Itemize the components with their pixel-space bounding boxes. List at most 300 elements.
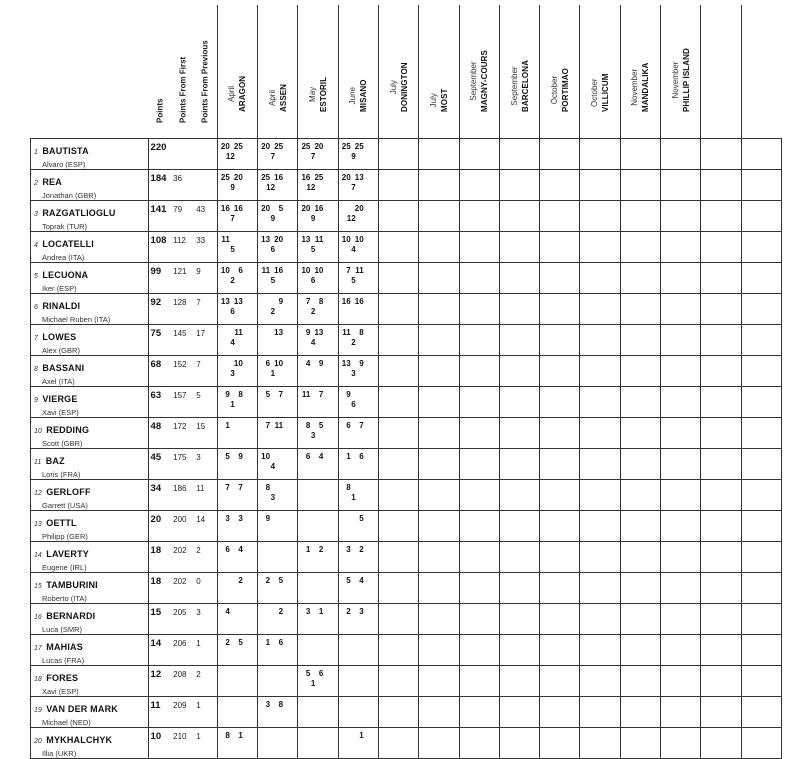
round-result-cell — [217, 232, 257, 263]
superpole-points: 12 — [346, 214, 356, 223]
rider-position: 7 — [34, 335, 38, 342]
race2-points: 2 — [318, 545, 324, 554]
race2-points: 13 — [233, 297, 243, 306]
table-row — [31, 604, 782, 635]
rider-points-cell — [148, 418, 171, 449]
rider-points-from-previous-cell — [194, 728, 217, 759]
superpole-points: 2 — [230, 276, 235, 285]
rider-surname: BAUTISTA — [42, 146, 89, 156]
rider-position: 10 — [34, 428, 42, 435]
rider-points: 45 — [150, 452, 162, 463]
round-result-cell — [741, 697, 781, 728]
round-result-cell — [378, 325, 418, 356]
round-result-cell — [540, 542, 580, 573]
rider-points-from-previous: 7 — [196, 298, 201, 307]
round-header-donington — [378, 5, 418, 139]
round-result-cell — [459, 697, 499, 728]
rider-points-from-first: 208 — [173, 670, 187, 679]
round-result-cell — [741, 635, 781, 666]
rider-position: 16 — [34, 614, 42, 621]
round-result-cell — [741, 294, 781, 325]
round-result-cell — [298, 449, 338, 480]
round-result-cell — [661, 356, 701, 387]
round-result-cell — [540, 511, 580, 542]
round-result-cell — [459, 573, 499, 604]
round-result-cell — [217, 387, 257, 418]
round-result-cell — [580, 728, 620, 759]
rider-position: 8 — [34, 366, 38, 373]
rider-points-from-first: 145 — [173, 329, 187, 338]
round-result-cell — [540, 139, 580, 170]
round-result-cell — [661, 604, 701, 635]
race1-points: 9 — [346, 390, 351, 399]
round-result-cell — [620, 263, 660, 294]
round-result-cell — [298, 232, 338, 263]
race1-points: 20 — [261, 142, 271, 151]
rider-surname: FORES — [46, 673, 79, 683]
rider-points-from-first: 128 — [173, 298, 187, 307]
rider-cell — [31, 573, 149, 604]
race2-points: 25 — [274, 142, 284, 151]
rider-points-cell — [148, 449, 171, 480]
race2-points: 13 — [314, 328, 324, 337]
rider-points-cell — [148, 604, 171, 635]
round-result-cell — [661, 728, 701, 759]
round-result-cell — [338, 635, 378, 666]
round-result-cell — [378, 666, 418, 697]
rider-points: 15 — [150, 607, 162, 618]
rider-position: 2 — [34, 180, 38, 187]
rider-position: 15 — [34, 583, 42, 590]
round-result-cell — [741, 263, 781, 294]
round-header-mandalika — [620, 5, 660, 139]
round-month: September — [509, 66, 519, 106]
round-result-cell — [258, 263, 298, 294]
rider-position: 13 — [34, 521, 42, 528]
race2-points: 6 — [278, 638, 284, 647]
race1-points: 10 — [220, 266, 230, 275]
round-result-cell — [217, 480, 257, 511]
round-result-cell — [620, 170, 660, 201]
rider-points-from-previous: 11 — [196, 484, 205, 493]
race1-points: 3 — [265, 700, 271, 709]
race2-points: 6 — [359, 452, 364, 461]
rider-surname: MYKHALCHYK — [46, 735, 113, 745]
rider-points-from-previous: 7 — [196, 360, 201, 369]
table-row — [31, 139, 782, 170]
superpole-points: 3 — [230, 369, 235, 378]
round-name: MAGNY-COURS — [480, 50, 490, 112]
round-result-cell — [661, 325, 701, 356]
race1-points: 1 — [346, 452, 351, 461]
superpole-points: 5 — [351, 276, 356, 285]
rider-points: 68 — [150, 359, 162, 370]
round-month: April — [227, 85, 237, 102]
rider-surname: LOWES — [42, 332, 77, 342]
rider-country: (ESP) — [58, 687, 79, 696]
race2-points: 10 — [274, 359, 284, 368]
race2-points: 10 — [314, 266, 324, 275]
round-result-cell — [378, 449, 418, 480]
race1-points: 7 — [265, 421, 271, 430]
round-result-cell — [258, 511, 298, 542]
superpole-points: 2 — [351, 338, 356, 347]
round-result-cell — [661, 387, 701, 418]
rider-position: 1 — [34, 149, 38, 156]
superpole-points: 7 — [351, 183, 356, 192]
round-result-cell — [217, 418, 257, 449]
superpole-points: 3 — [351, 369, 356, 378]
race2-points: 9 — [278, 297, 284, 306]
race1-points: 7 — [225, 483, 230, 492]
rider-country: (GBR) — [74, 191, 97, 200]
rider-cell — [31, 666, 149, 697]
round-result-cell — [540, 387, 580, 418]
rider-points: 108 — [150, 235, 167, 246]
round-result-cell — [620, 666, 660, 697]
round-result-cell — [217, 604, 257, 635]
rider-position: 17 — [34, 645, 42, 652]
rider-country: (GBR) — [58, 346, 80, 355]
round-header-phillip-island — [661, 5, 701, 139]
round-result-cell — [741, 356, 781, 387]
round-result-cell — [419, 170, 459, 201]
race2-points: 2 — [278, 607, 284, 616]
rider-first-name: Andrea — [42, 253, 67, 262]
race2-points: 4 — [238, 545, 243, 554]
round-result-cell — [499, 697, 539, 728]
round-result-cell — [499, 201, 539, 232]
rider-points-from-first: 202 — [173, 577, 187, 586]
round-result-cell — [217, 294, 257, 325]
round-result-cell — [459, 604, 499, 635]
rider-surname: TAMBURINI — [46, 580, 98, 590]
round-result-cell — [459, 449, 499, 480]
round-result-cell — [741, 232, 781, 263]
rider-points-cell — [148, 728, 171, 759]
round-result-cell — [217, 728, 257, 759]
rider-points-from-previous: 3 — [196, 608, 201, 617]
round-result-cell — [580, 666, 620, 697]
round-result-cell — [217, 449, 257, 480]
rider-points: 63 — [150, 390, 162, 401]
rider-points-from-previous: 33 — [196, 236, 206, 245]
round-result-cell — [741, 325, 781, 356]
rider-first-name: Garrett — [42, 501, 66, 510]
rider-points-from-first: 36 — [173, 174, 183, 183]
round-name: PORTIMAO — [560, 68, 570, 112]
rider-position: 18 — [34, 676, 42, 683]
round-result-cell — [419, 418, 459, 449]
round-result-cell — [620, 232, 660, 263]
round-result-cell — [580, 356, 620, 387]
superpole-points: 4 — [310, 338, 316, 347]
round-result-cell — [459, 728, 499, 759]
round-result-cell — [499, 449, 539, 480]
round-result-cell — [499, 666, 539, 697]
round-result-cell — [459, 170, 499, 201]
race1-points: 6 — [265, 359, 271, 368]
round-result-cell — [258, 139, 298, 170]
round-result-cell — [499, 604, 539, 635]
rider-points-cell — [148, 697, 171, 728]
round-result-cell — [701, 325, 741, 356]
rider-country: (ESP) — [65, 160, 86, 169]
round-result-cell — [499, 356, 539, 387]
round-result-cell — [338, 170, 378, 201]
race1-points: 8 — [305, 421, 311, 430]
round-result-cell — [298, 697, 338, 728]
rider-points-from-first-cell — [171, 201, 194, 232]
round-result-cell — [540, 232, 580, 263]
round-name: MISANO — [359, 79, 369, 112]
rider-points-from-previous-cell — [194, 201, 217, 232]
round-result-cell — [378, 387, 418, 418]
race2-points: 8 — [318, 297, 324, 306]
round-result-cell — [298, 480, 338, 511]
round-result-cell — [741, 170, 781, 201]
rider-points-from-previous-cell — [194, 170, 217, 201]
race2-points: 1 — [238, 731, 243, 740]
superpole-points: 6 — [270, 245, 276, 254]
rider-points-cell — [148, 573, 171, 604]
race1-points: 8 — [346, 483, 351, 492]
round-name: MOST — [439, 88, 449, 112]
round-name: BARCELONA — [520, 59, 530, 112]
rider-points-from-first-cell — [171, 480, 194, 511]
rider-country: (ESP) — [58, 408, 79, 417]
round-result-cell — [378, 201, 418, 232]
race2-points: 16 — [274, 266, 284, 275]
round-result-cell — [378, 139, 418, 170]
rider-points-from-first-cell — [171, 387, 194, 418]
round-result-cell — [258, 666, 298, 697]
rider-surname: GERLOFF — [46, 487, 91, 497]
round-name: DONINGTON — [399, 62, 409, 112]
round-result-cell — [499, 325, 539, 356]
race2-points: 20 — [314, 142, 324, 151]
race2-points: 7 — [278, 390, 284, 399]
table-row — [31, 294, 782, 325]
race1-points: 7 — [305, 297, 311, 306]
round-result-cell — [661, 418, 701, 449]
round-result-cell — [419, 201, 459, 232]
rider-points-cell — [148, 294, 171, 325]
round-result-cell — [701, 573, 741, 604]
round-result-cell — [459, 139, 499, 170]
rider-points-from-first: 172 — [173, 422, 187, 431]
rider-points-from-first-cell — [171, 139, 194, 170]
round-header-assen — [258, 5, 298, 139]
round-result-cell — [540, 294, 580, 325]
race2-points: 5 — [359, 514, 364, 523]
race2-points: 16 — [314, 204, 324, 213]
race1-points: 8 — [225, 731, 230, 740]
round-result-cell — [419, 666, 459, 697]
superpole-points: 2 — [310, 307, 316, 316]
points-header: Points — [155, 98, 165, 123]
rider-points: 48 — [150, 421, 162, 432]
round-result-cell — [258, 449, 298, 480]
rider-position: 19 — [34, 707, 42, 714]
race2-points: 6 — [238, 266, 243, 275]
round-result-cell — [499, 263, 539, 294]
race1-points: 1 — [265, 638, 271, 647]
round-result-cell — [580, 542, 620, 573]
round-result-cell — [499, 728, 539, 759]
round-month: July — [388, 80, 398, 95]
rider-points-from-first-cell — [171, 542, 194, 573]
rider-first-name: Scott — [42, 439, 60, 448]
round-result-cell — [701, 418, 741, 449]
round-result-cell — [620, 697, 660, 728]
round-result-cell — [701, 604, 741, 635]
round-result-cell — [459, 232, 499, 263]
round-result-cell — [580, 263, 620, 294]
round-result-cell — [298, 201, 338, 232]
race2-points: 16 — [233, 204, 243, 213]
rider-country: (GBR) — [61, 439, 83, 448]
rider-first-name: Iker — [42, 284, 55, 293]
race2-points: 9 — [318, 359, 324, 368]
superpole-points: 7 — [270, 152, 276, 161]
rider-points-from-first: 206 — [173, 639, 187, 648]
rider-country: (ITA) — [94, 315, 111, 324]
race2-points: 8 — [278, 700, 284, 709]
rider-points-from-first-cell — [171, 511, 194, 542]
rider-points-from-previous: 9 — [196, 267, 201, 276]
round-result-cell — [459, 294, 499, 325]
round-result-cell — [620, 325, 660, 356]
header-row — [31, 5, 782, 139]
rider-cell — [31, 387, 149, 418]
round-result-cell — [378, 263, 418, 294]
rider-first-name: Luca — [42, 625, 59, 634]
rider-cell — [31, 604, 149, 635]
round-result-cell — [338, 294, 378, 325]
rider-points: 18 — [150, 576, 162, 587]
superpole-points: 1 — [310, 679, 316, 688]
rider-points-from-previous-cell — [194, 511, 217, 542]
rider-first-name: Alex — [42, 346, 57, 355]
round-result-cell — [298, 325, 338, 356]
round-result-cell — [338, 511, 378, 542]
round-result-cell — [661, 666, 701, 697]
rider-points-from-first-cell — [171, 418, 194, 449]
race1-points: 13 — [261, 235, 271, 244]
round-result-cell — [298, 573, 338, 604]
round-result-cell — [258, 573, 298, 604]
round-result-cell — [701, 356, 741, 387]
race2-points: 4 — [318, 452, 324, 461]
rider-country: (FRA) — [60, 470, 81, 479]
rider-points-cell — [148, 170, 171, 201]
race2-points: 7 — [359, 421, 364, 430]
round-result-cell — [701, 294, 741, 325]
standings-body — [31, 139, 782, 759]
round-result-cell — [419, 232, 459, 263]
race2-points: 7 — [238, 483, 243, 492]
round-result-cell — [499, 573, 539, 604]
round-result-cell — [741, 728, 781, 759]
round-result-cell — [741, 449, 781, 480]
round-result-cell — [580, 232, 620, 263]
rider-points: 220 — [150, 142, 167, 153]
race1-points: 9 — [225, 390, 230, 399]
round-result-cell — [459, 201, 499, 232]
round-result-cell — [258, 294, 298, 325]
rider-surname: VIERGE — [42, 394, 78, 404]
race1-points: 13 — [301, 235, 311, 244]
superpole-points: 6 — [351, 400, 356, 409]
round-header-villicum — [580, 5, 620, 139]
superpole-points: 6 — [230, 307, 235, 316]
round-result-cell — [419, 511, 459, 542]
round-result-cell — [620, 139, 660, 170]
rider-surname: BAZ — [45, 456, 65, 466]
round-result-cell — [661, 232, 701, 263]
round-result-cell — [540, 728, 580, 759]
rider-points-from-previous-cell — [194, 232, 217, 263]
rider-country: (SMR) — [60, 625, 83, 634]
rider-surname: BASSANI — [42, 363, 85, 373]
rider-surname: LAVERTY — [46, 549, 89, 559]
rider-points-from-first: 112 — [173, 236, 186, 245]
race2-points: 13 — [354, 173, 364, 182]
round-result-cell — [701, 511, 741, 542]
round-result-cell — [701, 139, 741, 170]
race1-points: 25 — [261, 173, 271, 182]
rider-points-from-first: 79 — [173, 205, 183, 214]
race1-points: 5 — [265, 390, 271, 399]
rider-country: (ESP) — [56, 284, 77, 293]
rider-points: 184 — [150, 173, 167, 184]
race1-points: 5 — [346, 576, 351, 585]
race1-points: 5 — [305, 669, 311, 678]
round-month: June — [348, 87, 358, 105]
round-name: VILLICUM — [601, 73, 611, 112]
round-result-cell — [499, 387, 539, 418]
round-month: September — [469, 61, 479, 101]
round-result-cell — [298, 542, 338, 573]
race1-points: 10 — [341, 235, 351, 244]
round-result-cell — [499, 480, 539, 511]
standings-table — [30, 5, 782, 759]
superpole-points: 4 — [230, 338, 235, 347]
race2-points: 10 — [354, 235, 364, 244]
superpole-points: 3 — [270, 493, 276, 502]
round-result-cell — [540, 480, 580, 511]
rider-first-name: Jonathan — [42, 191, 73, 200]
round-result-cell — [459, 480, 499, 511]
round-result-cell — [459, 418, 499, 449]
race2-points: 1 — [359, 731, 364, 740]
rider-points-from-previous: 2 — [196, 546, 201, 555]
round-result-cell — [580, 449, 620, 480]
round-header-estoril — [298, 5, 338, 139]
round-result-cell — [741, 511, 781, 542]
rider-cell — [31, 356, 149, 387]
table-row — [31, 418, 782, 449]
table-row — [31, 542, 782, 573]
rider-points-cell — [148, 387, 171, 418]
round-result-cell — [499, 232, 539, 263]
round-result-cell — [378, 170, 418, 201]
round-result-cell — [580, 511, 620, 542]
race2-points: 3 — [359, 607, 364, 616]
round-result-cell — [741, 387, 781, 418]
rider-first-name: Loris — [42, 470, 59, 479]
